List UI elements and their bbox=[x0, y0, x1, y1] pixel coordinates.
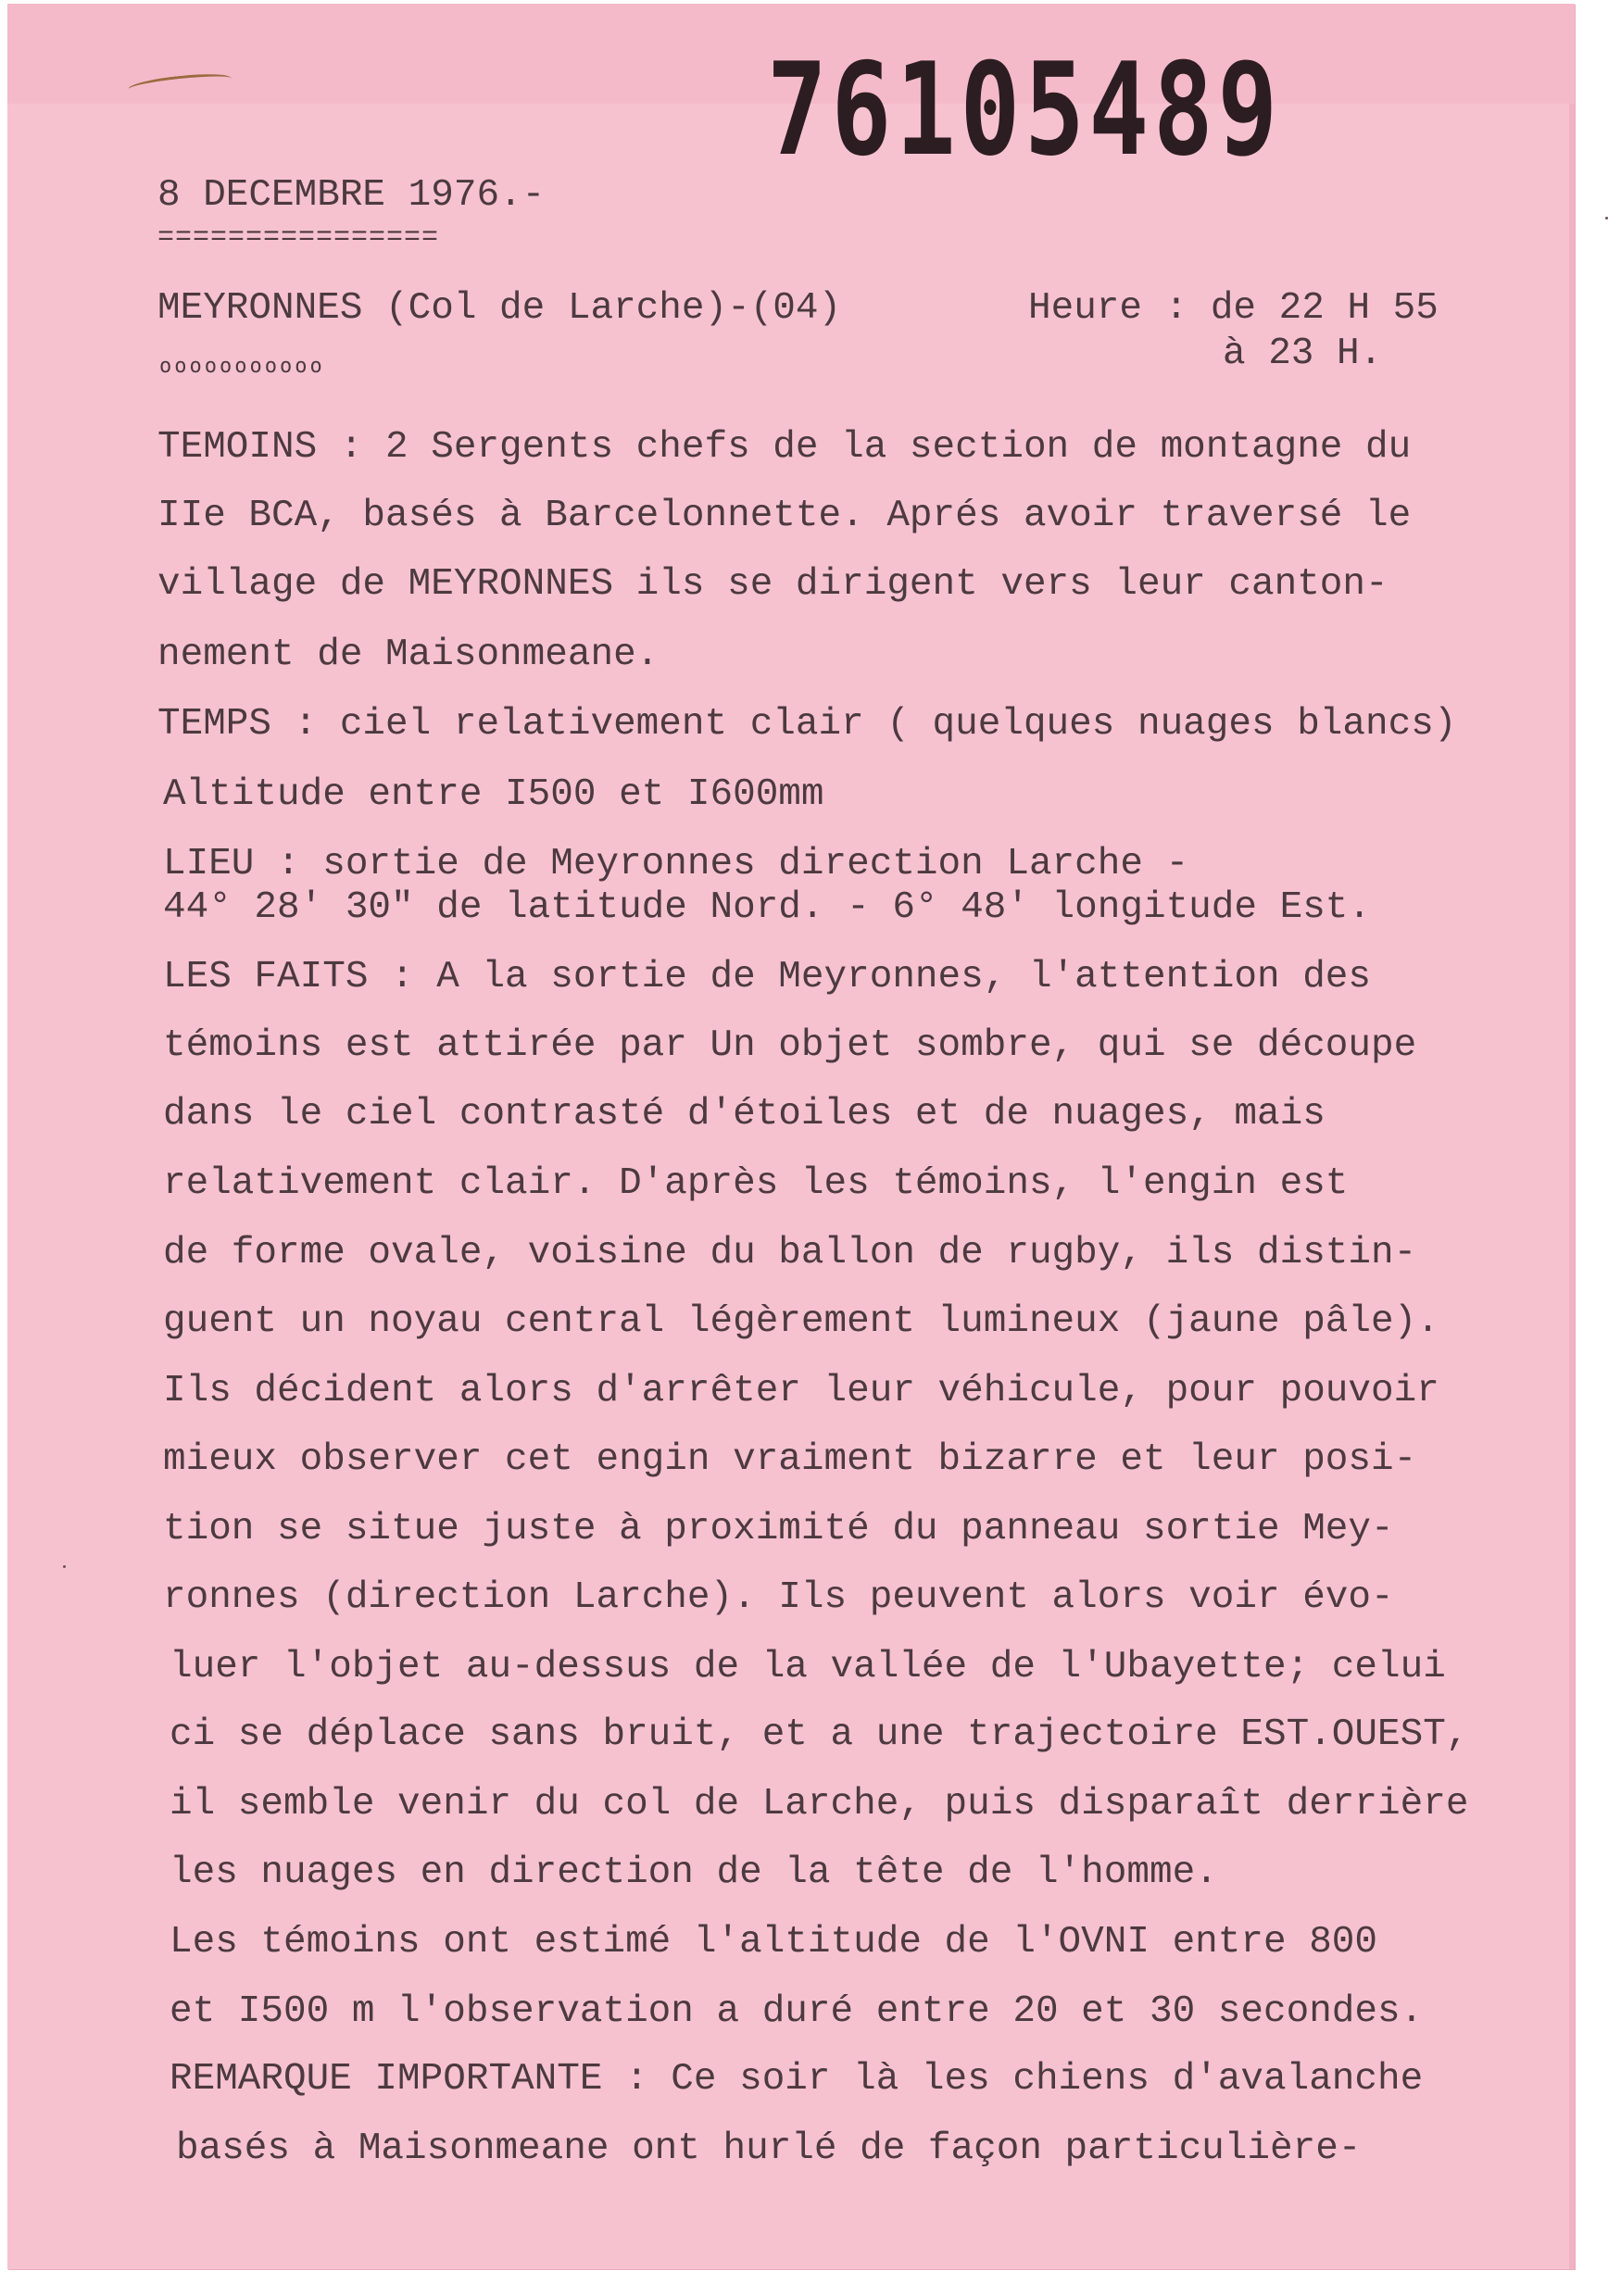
date-underline: ================ bbox=[157, 222, 440, 254]
body-line: mieux observer cet engin vraiment bizarre et leur posi- bbox=[163, 1438, 1417, 1481]
body-line: Les témoins ont estimé l'altitude de l'OVNI entre 800 bbox=[170, 1921, 1378, 1964]
body-line: tion se situe juste à proximité du panneau sortie Mey- bbox=[163, 1508, 1394, 1550]
body-line: ronnes (direction Larche). Ils peuvent alors voir évo- bbox=[163, 1576, 1394, 1619]
body-line: basés à Maisonmeane ont hurlé de façon particulière- bbox=[176, 2127, 1362, 2170]
body-line: témoins est attirée par Un objet sombre, qui se découpe bbox=[163, 1024, 1417, 1067]
body-line: ci se déplace sans bruit, et a une trajectoire EST.OUEST, bbox=[170, 1713, 1469, 1756]
time-range-start: Heure : de 22 H 55 bbox=[1028, 287, 1439, 330]
body-line: 44° 28' 30" de latitude Nord. - 6° 48' longitude Est. bbox=[163, 886, 1372, 929]
body-line: LIEU : sortie de Meyronnes direction Larche - bbox=[163, 843, 1189, 885]
report-date: 8 DECEMBRE 1976.- bbox=[157, 174, 546, 217]
sheet-edge bbox=[1569, 104, 1575, 2269]
report-location: MEYRONNES (Col de Larche)-(04) bbox=[157, 287, 842, 330]
body-line: les nuages en direction de la tête de l'homme. bbox=[170, 1851, 1218, 1894]
body-line: LES FAITS : A la sortie de Meyronnes, l'attention des bbox=[163, 956, 1372, 998]
location-underline: ooooooooooo bbox=[159, 355, 325, 378]
body-line: nement de Maisonmeane. bbox=[157, 634, 660, 676]
document-number-stamp: 76105489 bbox=[767, 35, 1282, 184]
body-line: Ils décident alors d'arrêter leur véhicule, pour pouvoir bbox=[163, 1370, 1439, 1412]
body-line: de forme ovale, voisine du ballon de rugby, ils distin- bbox=[163, 1232, 1417, 1274]
body-line: luer l'objet au-dessus de la vallée de l'Ubayette; celui bbox=[170, 1646, 1446, 1688]
body-line: REMARQUE IMPORTANTE : Ce soir là les chiens d'avalanche bbox=[170, 2058, 1424, 2101]
body-line: il semble venir du col de Larche, puis disparaît derrière bbox=[170, 1783, 1469, 1826]
body-line: village de MEYRONNES ils se dirigent vers leur canton- bbox=[157, 563, 1389, 606]
time-range-end: à 23 H. bbox=[1223, 332, 1383, 375]
body-line: guent un noyau central légèrement lumineux (jaune pâle). bbox=[163, 1300, 1439, 1343]
body-line: TEMPS : ciel relativement clair ( quelques nuages blancs) bbox=[157, 703, 1457, 746]
body-line: TEMOINS : 2 Sergents chefs de la section de montagne du bbox=[157, 426, 1412, 469]
body-line: Altitude entre I500 et I600mm bbox=[163, 773, 824, 816]
body-line: et I500 m l'observation a duré entre 20 et 30 secondes. bbox=[170, 1990, 1424, 2033]
body-line: IIe BCA, basés à Barcelonnette. Aprés avoir traversé le bbox=[157, 495, 1412, 537]
paper-fleck bbox=[1605, 217, 1608, 220]
body-line: dans le ciel contrasté d'étoiles et de nuages, mais bbox=[163, 1093, 1326, 1135]
paper-fleck bbox=[63, 1565, 66, 1568]
body-line: relativement clair. D'après les témoins, l'engin est bbox=[163, 1162, 1349, 1205]
